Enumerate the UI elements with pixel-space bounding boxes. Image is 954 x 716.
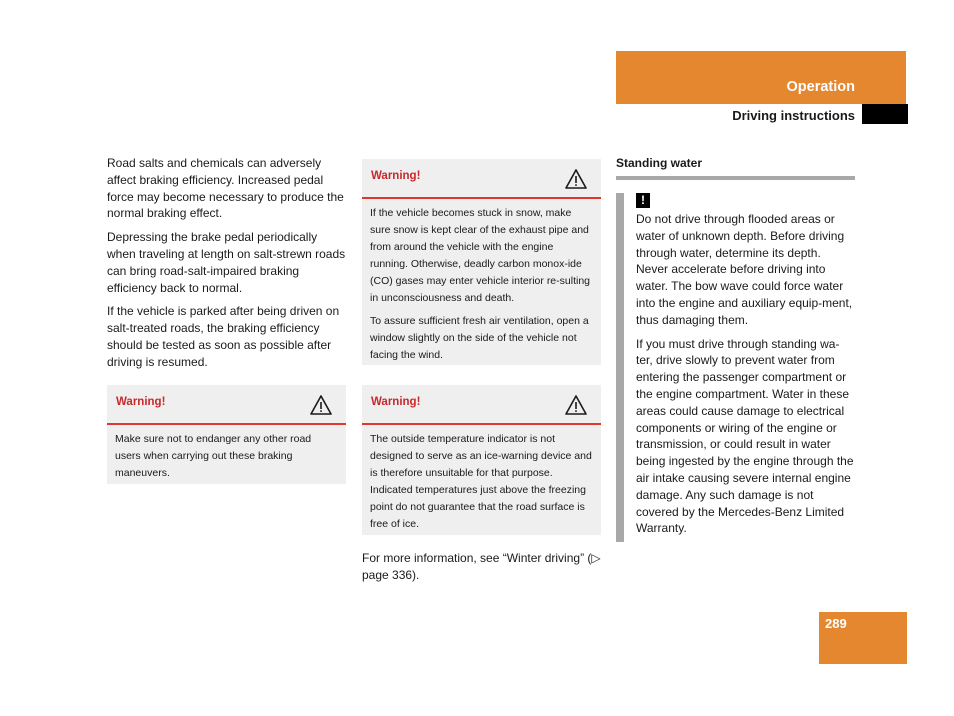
warning-header	[362, 159, 601, 199]
paragraph: Do not drive through flooded areas or water of unknown depth. Before driving through water, determine its depth. Never accelerate before driving into water. The bow wave could force water into the engine and auxiliary equip-ment, thus damaging them.	[636, 212, 853, 327]
warning-text: To assure sufficient fresh air ventilation, open a window slightly on the side of the vehicle not facing the wind.	[370, 315, 589, 361]
braking-text	[107, 155, 347, 378]
standing-water-heading: Standing water	[616, 156, 855, 180]
warning-label: Warning!	[371, 396, 421, 408]
warning-box-braking	[107, 385, 346, 484]
more-info-reference[interactable]: For more information, see “Winter driving” (▷ page 336).	[362, 551, 601, 582]
paragraph: If you must drive through standing wa-ter, drive slowly to prevent water from entering the passenger compartment or the engine compartment. Water in these areas could cause damage to electrical components or wiring of the engine or transmission, or could result in water being ingested by the engine through the air intake causing severe internal engine damage. Any such damage is not covered by the Mercedes-Benz Limited Warranty.	[636, 336, 854, 536]
paragraph: Depressing the brake pedal periodically when traveling at length on salt-strewn roads can bring road-salt-impaired braking efficiency back to normal.	[107, 230, 346, 295]
paragraph: Road salts and chemicals can adversely affect braking efficiency. Increased pedal force may become necessary to produce the normal braking effect.	[107, 156, 344, 221]
warning-box-snow	[362, 159, 601, 365]
warning-triangle-icon	[565, 395, 587, 415]
warning-text: If the vehicle becomes stuck in snow, make sure snow is kept clear of the exhaust pipe and from around the vehicle with the engine running. Otherwise, deadly carbon monox-ide (CO) gases may enter vehicle interior re-sulting in unconsciousness and death.	[370, 207, 590, 304]
subsection-marker	[862, 104, 908, 124]
warning-body	[107, 425, 346, 490]
section-title: Operation	[786, 79, 855, 95]
warning-label: Warning!	[371, 170, 421, 182]
note-sidebar	[616, 193, 624, 542]
warning-text: Make sure not to endanger any other road users when carrying out these braking maneuvers.	[115, 433, 312, 479]
warning-text: The outside temperature indicator is not designed to serve as an ice-warning device and is therefore unsuitable for that purpose. Indicated temperatures just above the freezing point do not guarantee that the road surface is free of ice.	[370, 433, 592, 530]
section-tab	[616, 51, 906, 104]
warning-box-temperature	[362, 385, 601, 535]
warning-label: Warning!	[116, 396, 166, 408]
subsection-title: Driving instructions	[732, 108, 855, 123]
warning-triangle-icon	[310, 395, 332, 415]
warning-header	[362, 385, 601, 425]
warning-triangle-icon	[565, 169, 587, 189]
page-number: 289	[825, 616, 847, 631]
warning-body	[362, 199, 601, 372]
warning-body	[362, 425, 601, 541]
exclamation-note-icon: !	[636, 193, 650, 208]
standing-water-text	[636, 211, 856, 544]
warning-header	[107, 385, 346, 425]
paragraph: If the vehicle is parked after being driven on salt-treated roads, the braking efficiency should be tested as soon as possible after driving is resumed.	[107, 304, 340, 369]
